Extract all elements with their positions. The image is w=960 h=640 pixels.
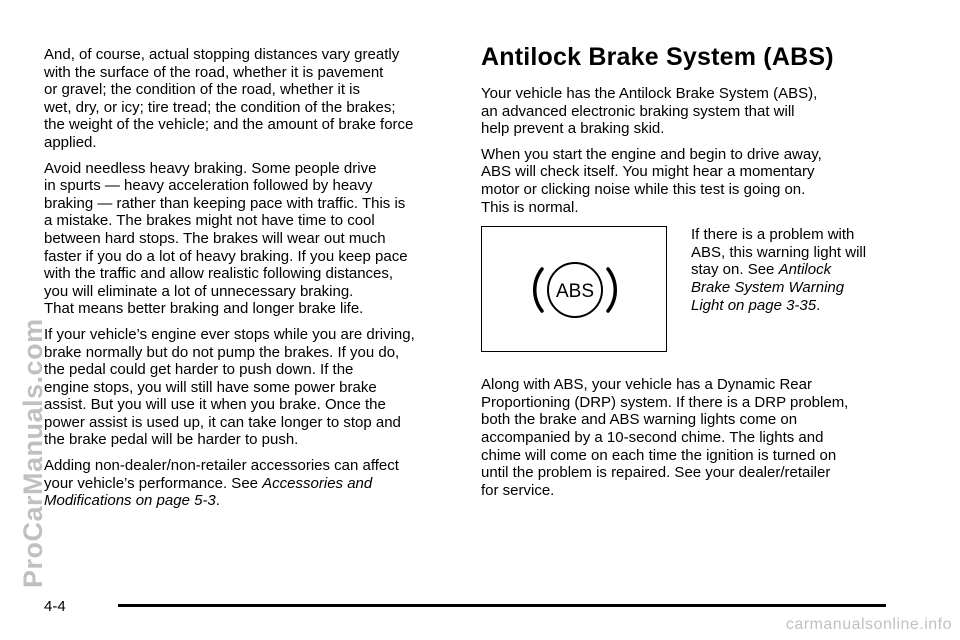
paragraph-abs-self-check: When you start the engine and begin to drive away, ABS will check itself. You might hear a momentary motor or clicking noise while this test is going on. This is normal. <box>481 145 822 216</box>
section-heading-abs: Antilock Brake System (ABS) <box>481 43 834 71</box>
paragraph-engine-stops: If your vehicle’s engine ever stops while you are driving, brake normally but do not pump the brakes. If you do, the pedal could get harder to push down. If the engine stops, you will still have some power brake assist. But you will use it when you brake. Once the power assist is used up, it can take longer to stop and the brake pedal will be harder to push. <box>44 325 415 449</box>
bottom-watermark: carmanualsonline.info <box>785 616 952 633</box>
paragraph-stopping-distances: And, of course, actual stopping distances vary greatly with the surface of the road, whether it is pavement or gravel; the condition of the road, whether it is wet, dry, or icy; tire tread; the condition of the brakes; the weight of the vehicle; and the amount of brake force applied. <box>44 46 414 151</box>
page-number: 4-4 <box>44 598 66 615</box>
accessories-end: . <box>215 492 220 510</box>
abs-warning-text: If there is a problem with ABS, this warning light will stay on. See <box>691 226 867 279</box>
left-column <box>44 46 456 518</box>
abs-symbol-label: ABS <box>555 281 595 303</box>
abs-warning-end: . <box>816 296 821 314</box>
abs-figure-row <box>481 226 917 376</box>
abs-figure-caption <box>691 226 917 314</box>
abs-warning-reference-link[interactable]: Antilock Brake System Warning Light on page 3-35 <box>691 261 845 314</box>
accessories-reference-link[interactable]: Accessories and Modifications on page 5-3 <box>44 474 373 510</box>
abs-warning-light-figure <box>481 226 667 352</box>
paragraph-heavy-braking: Avoid needless heavy braking. Some people drive in spurts — heavy acceleration followed by heavy braking — rather than keeping pace with traffic. This is a mistake. The brakes might not have time to cool between hard stops. The brakes will wear out much faster if you do a lot of heavy braking. If you keep pace with the traffic and allow realistic following distances, you will eliminate a lot of unnecessary braking. That means better braking and longer brake life. <box>44 159 408 318</box>
paragraph-abs-intro: Your vehicle has the Antilock Brake System (ABS), an advanced electronic braking system that will help prevent a braking skid. <box>481 85 818 138</box>
abs-warning-paragraph <box>691 226 917 314</box>
footer-rule <box>118 604 886 607</box>
abs-warning-icon <box>482 227 668 353</box>
right-column <box>481 85 917 507</box>
accessories-text: Adding non-dealer/non-retailer accessories can affect your vehicle’s performance. See <box>44 457 399 492</box>
paragraph-drp: Along with ABS, your vehicle has a Dynamic Rear Proportioning (DRP) system. If there is a DRP problem, both the brake and ABS warning lights come on accompanied by a 10-second chime. The lights and chime will come on each time the ignition is turned on until the problem is repaired. See your dealer/retailer for service. <box>481 376 849 499</box>
side-watermark: ProCarManuals.com <box>18 318 48 588</box>
paragraph-accessories <box>44 457 456 510</box>
